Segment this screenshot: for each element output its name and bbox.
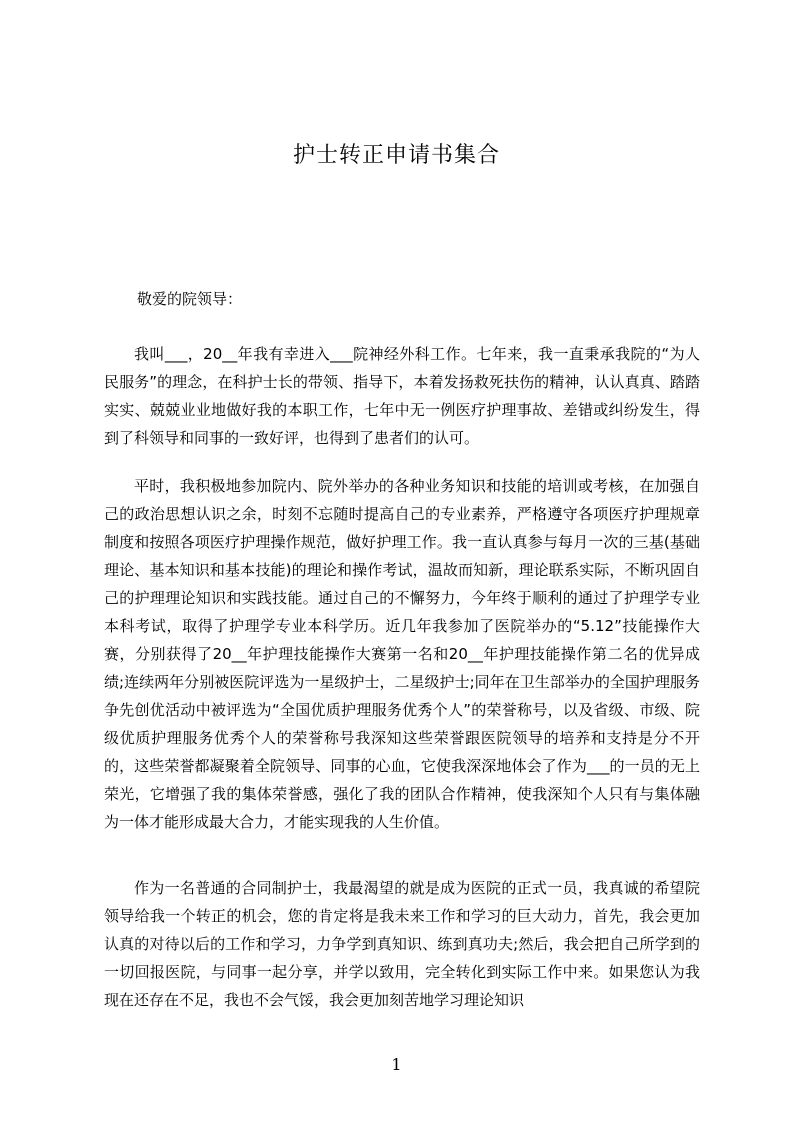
- paragraph-achievements: 平时，我积极地参加院内、院外举办的各种业务知识和技能的培训或考核，在加强自己的政治思想认识之余，时刻不忘随时提高自己的专业素养，严格遵守各项医疗护理规章制度和按照各项医疗护理操作规范，做好护理工作。我一直认真参与每月一次的三基(基础理论、基本知识和基本技能)的理论和操作考试，温故而知新，理论联系实际，不断巩固自己的护理理论知识和实践技能。通过自己的不懈努力，今年终于顺利的通过了护理学专业本科考试，取得了护理学专业本科学历。近几年我参加了医院举办的“5.12”技能操作大赛，分别获得了20__年护理技能操作大赛第一名和20__年护理技能操作第二名的优异成绩;连续两年分别被医院评选为一星级护士，二星级护士;同年在卫生部举办的全国护理服务争先创优活动中被评选为“全国优质护理服务优秀个人”的荣誉称号，以及省级、市级、院级优质护理服务优秀个人的荣誉称号我深知这些荣誉跟医院领导的培养和支持是分不开的，这些荣誉都凝聚着全院领导、同事的心血，它使我深深地体会了作为___的一员的无上荣光，它增强了我的集体荣誉感，强化了我的团队合作精神，使我深知个人只有与集体融为一体才能形成最大合力，才能实现我的人生价值。: [104, 477, 700, 831]
- page-number: 1: [391, 1055, 402, 1074]
- paragraph-request: 作为一名普通的合同制护士，我最渴望的就是成为医院的正式一员，我真诚的希望院领导给我一个转正的机会，您的肯定将是我未来工作和学习的巨大动力，首先，我会更加认真的对待以后的工作和学习，力争学到真知识、练到真功夫;然后，我会把自己所学到的一切回报医院，与同事一起分享，并学以致用，完全转化到实际工作中来。如果您认为我现在还存在不足，我也不会气馁，我会更加刻苦地学习理论知识: [104, 879, 700, 1009]
- paragraph-intro: 我叫___，20__年我有幸进入___院神经外科工作。七年来，我一直秉承我院的“为人民服务”的理念，在科护士长的带领、指导下，本着发扬救死扶伤的精神，认认真真、踏踏实实、兢兢业业地做好我的本职工作，七年中无一例医疗护理事故、差错或纠纷发生，得到了科领导和同事的一致好评，也得到了患者们的认可。: [104, 345, 700, 447]
- greeting: 敬爱的院领导：: [137, 290, 243, 308]
- page-title: 护士转正申请书集合: [292, 143, 500, 168]
